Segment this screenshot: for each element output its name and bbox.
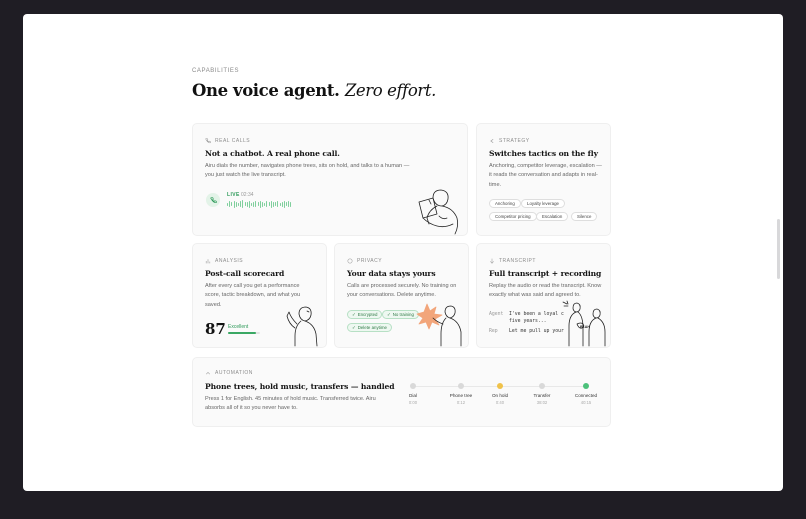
waveform-bar bbox=[249, 201, 250, 208]
scrollbar-thumb[interactable] bbox=[777, 219, 780, 279]
waveform-bar bbox=[227, 203, 228, 206]
transcript-line bbox=[489, 311, 564, 318]
card-title: Full transcript + recording bbox=[489, 269, 602, 278]
step-label: Phone tree bbox=[449, 393, 473, 398]
card-tag: REAL CALLS bbox=[205, 138, 250, 144]
timeline-step bbox=[480, 383, 520, 405]
card-tag: TRANSCRIPT bbox=[489, 258, 536, 264]
waveform-bar bbox=[282, 202, 283, 207]
score-progress-fill bbox=[228, 332, 256, 334]
card-tag: ANALYSIS bbox=[205, 258, 243, 264]
step-time: 40:15 bbox=[580, 400, 592, 405]
transcript-text: I've been a loyal c bbox=[509, 312, 564, 317]
call-status-phone bbox=[206, 193, 220, 207]
timeline-step bbox=[441, 383, 481, 405]
tactic-chip: Silence bbox=[571, 212, 597, 221]
step-label: On hold bbox=[491, 393, 509, 398]
card-body: Replay the audio or read the transcript. Know exactly what was said and agreed to. bbox=[489, 283, 602, 299]
performance-score: 87 bbox=[205, 320, 226, 338]
step-dot bbox=[458, 383, 464, 389]
speech-bubble-text: BLAH bbox=[580, 325, 590, 329]
check-icon: ✓ bbox=[387, 311, 391, 317]
timeline-step bbox=[522, 383, 562, 405]
tactic-chip: Escalation bbox=[536, 212, 568, 221]
waveform-bar bbox=[273, 202, 274, 207]
waveform-bar bbox=[231, 202, 232, 206]
speaker-label: Rep bbox=[489, 329, 498, 334]
waveform-bar bbox=[288, 201, 289, 207]
check-icon: ✓ bbox=[352, 324, 356, 330]
waveform-bar bbox=[236, 202, 237, 207]
card-body: Calls are processed securely. No training on your conversations. Delete anytime. bbox=[347, 283, 457, 299]
card-automation bbox=[192, 357, 611, 427]
chart-icon bbox=[205, 258, 211, 264]
step-dot bbox=[583, 383, 589, 389]
transcript-text: Let me pull up your bbox=[509, 329, 564, 334]
privacy-badge-no-training: ✓ No training bbox=[382, 310, 419, 319]
phone-icon bbox=[205, 138, 211, 144]
section-eyebrow: CAPABILITIES bbox=[192, 68, 240, 74]
step-label: Transfer bbox=[533, 393, 551, 398]
waveform-bar bbox=[255, 201, 256, 207]
shredding-person-illustration bbox=[415, 300, 469, 348]
transcript-line bbox=[489, 328, 564, 335]
waveform-bar bbox=[245, 202, 246, 206]
card-title: Post-call scorecard bbox=[205, 269, 285, 278]
section-headline bbox=[192, 81, 436, 100]
waveform-bar bbox=[286, 202, 287, 206]
card-body: After every call you get a performance score, tactic breakdown, and what you saved. bbox=[205, 283, 301, 308]
card-body: Airu dials the number, navigates phone trees, sits on hold, and talks to a human — you just watch the live transcript. bbox=[205, 163, 410, 179]
step-label: Connected bbox=[574, 393, 598, 398]
tactic-chip: Anchoring bbox=[489, 199, 521, 208]
step-time: 38:02 bbox=[536, 400, 548, 405]
waveform-bar bbox=[251, 203, 252, 206]
phone-icon bbox=[210, 197, 217, 204]
card-tag: STRATEGY bbox=[489, 138, 530, 144]
waveform-bar bbox=[260, 201, 261, 208]
browser-viewport bbox=[23, 14, 783, 491]
waveform-bar bbox=[269, 202, 270, 206]
live-waveform bbox=[227, 200, 291, 208]
privacy-badge-encrypted: ✓ Encrypted bbox=[347, 310, 382, 319]
waveform-bar bbox=[234, 201, 235, 208]
thinking-person-illustration bbox=[279, 304, 325, 348]
card-real-calls bbox=[192, 123, 468, 236]
step-time: 0:00 bbox=[408, 400, 418, 405]
waveform-bar bbox=[280, 203, 281, 206]
headline-main: One voice agent. bbox=[192, 81, 340, 100]
card-tag: PRIVACY bbox=[347, 258, 382, 264]
waveform-bar bbox=[266, 201, 267, 207]
card-title: Not a chatbot. A real phone call. bbox=[205, 149, 340, 158]
card-body: Anchoring, competitor leverage, escalation — it reads the conversation and adapts in real-time. bbox=[489, 163, 602, 188]
card-title: Switches tactics on the fly bbox=[489, 149, 598, 158]
score-progress-bar bbox=[228, 332, 260, 334]
waveform-bar bbox=[271, 201, 272, 208]
waveform-bar bbox=[247, 202, 248, 207]
speaker-label: Agent bbox=[489, 312, 504, 317]
call-timer: 02:34 bbox=[241, 192, 254, 198]
strategy-icon bbox=[489, 138, 495, 144]
transcript-line bbox=[489, 318, 547, 325]
card-title: Phone trees, hold music, transfers — handled bbox=[205, 382, 395, 391]
timeline-step bbox=[393, 383, 433, 405]
waveform-bar bbox=[242, 200, 243, 208]
shield-icon bbox=[347, 258, 353, 264]
card-body: Press 1 for English. 45 minutes of hold music. Transferred twice. Airu absorbs all of it so you never have to. bbox=[205, 396, 376, 412]
person-with-phone-illustration bbox=[415, 184, 467, 236]
waveform-bar bbox=[275, 202, 276, 206]
score-rating: Excellent bbox=[228, 324, 249, 330]
card-strategy bbox=[476, 123, 611, 236]
automation-icon bbox=[205, 370, 211, 376]
card-transcript bbox=[476, 243, 611, 348]
waveform-bar bbox=[240, 201, 241, 207]
waveform-bar bbox=[277, 201, 278, 207]
headline-italic: Zero effort. bbox=[344, 81, 436, 100]
transcript-text: five years... bbox=[509, 319, 547, 324]
step-time: 0:12 bbox=[456, 400, 466, 405]
waveform-bar bbox=[253, 202, 254, 207]
waveform-bar bbox=[284, 201, 285, 208]
tactic-chip: Loyalty leverage bbox=[521, 199, 565, 208]
step-time: 0:40 bbox=[495, 400, 505, 405]
step-dot bbox=[410, 383, 416, 389]
check-icon: ✓ bbox=[352, 311, 356, 317]
waveform-bar bbox=[238, 203, 239, 206]
card-tag: AUTOMATION bbox=[205, 370, 253, 376]
waveform-bar bbox=[262, 202, 263, 207]
live-indicator: LIVE bbox=[227, 192, 240, 198]
card-privacy bbox=[334, 243, 469, 348]
two-people-talking-illustration bbox=[561, 300, 611, 348]
timeline-step bbox=[566, 383, 606, 405]
waveform-bar bbox=[258, 202, 259, 206]
step-dot bbox=[497, 383, 503, 389]
card-title: Your data stays yours bbox=[347, 269, 436, 278]
step-dot bbox=[539, 383, 545, 389]
waveform-bar bbox=[264, 203, 265, 206]
step-label: Dial bbox=[409, 393, 417, 398]
waveform-bar bbox=[229, 201, 230, 207]
privacy-badge-delete: ✓ Delete anytime bbox=[347, 323, 392, 332]
card-analysis bbox=[192, 243, 327, 348]
waveform-bar bbox=[290, 202, 291, 207]
microphone-icon bbox=[489, 258, 495, 264]
tactic-chip: Competitor pricing bbox=[489, 212, 537, 221]
